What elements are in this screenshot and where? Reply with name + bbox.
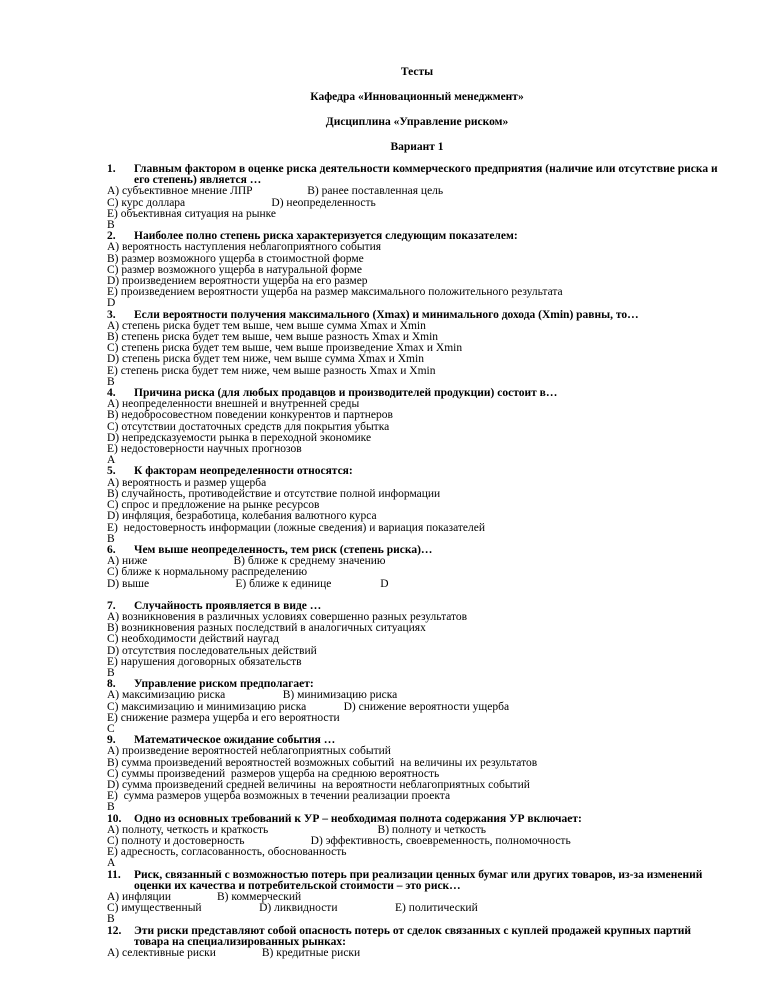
answer-option: B) возникновения разных последствий в аналогичных ситуациях	[107, 622, 426, 635]
answer-option: A) вероятность наступления неблагоприятного события	[107, 241, 382, 254]
answer-option: D) инфляция, безработица, колебания валютного курса	[107, 510, 377, 523]
correct-answer: B	[107, 913, 115, 926]
answer-option: C) ближе к нормальному распределению	[107, 566, 308, 579]
question-number: 6.	[107, 543, 116, 556]
question-title	[107, 545, 727, 556]
answer-option: A) возникновения в различных условиях совершенно разных результатов	[107, 610, 468, 623]
discipline-heading: Дисциплина «Управление риском»	[325, 116, 509, 128]
answer-option: C) необходимости действий наугад	[107, 633, 279, 646]
question-8	[107, 679, 727, 735]
question-number: 10.	[107, 812, 122, 825]
question-number: 7.	[107, 599, 116, 612]
answer-option: C) максимизацию и минимизацию риска D) снижение вероятности ущерба	[107, 700, 510, 713]
question-text: Риск, связанный с возможностью потерь при реализации ценных бумаг или других товаров, из-за изменений оценки их качества и потребительской стоимости – это риск…	[134, 868, 703, 892]
question-number: 4.	[107, 387, 116, 400]
answer-option: A) субъективное мнение ЛПР B) ранее поставленная цель	[107, 185, 444, 198]
question-text: Чем выше неопределенность, тем риск (степень риска)…	[134, 543, 433, 556]
answer-option: C) размер возможного ущерба в натуральной форме	[107, 263, 362, 276]
answer-option: D) сумма произведений средней величины на вероятности неблагоприятных событий	[107, 778, 530, 791]
question-number: 9.	[107, 734, 116, 747]
question-number: 2.	[107, 230, 116, 243]
answer-option: A) вероятность и размер ущерба	[107, 476, 267, 489]
question-title	[107, 310, 727, 321]
question-3	[107, 310, 727, 388]
correct-answer: A	[107, 857, 116, 870]
question-title	[107, 814, 727, 825]
answer-option: B) сумма произведений вероятностей возможных событий на величины их результатов	[107, 756, 538, 769]
question-9	[107, 735, 727, 813]
question-text: Эти риски представляют собой опасность потерь от сделок связанных с куплей продажей крупных партий товара на специализированных рынках:	[134, 924, 692, 948]
answer-option: C) суммы произведений размеров ущерба на среднюю вероятность	[107, 767, 440, 780]
question-text: Главным фактором в оценке риска деятельности коммерческого предприятия (наличие или отсутствие риска и его степень) является …	[134, 163, 718, 187]
question-12	[107, 926, 727, 960]
question-4	[107, 388, 727, 466]
answer-option: C) имущественный D) ликвидности E) политический	[107, 902, 478, 915]
answer-option: E) адресность, согласованность, обоснованность	[107, 846, 347, 859]
question-number: 1.	[107, 163, 116, 175]
question-number: 11.	[107, 868, 121, 881]
answer-option: C) курс доллара D) неопределенность	[107, 196, 376, 209]
correct-answer: C	[107, 722, 115, 735]
answer-option: A) степень риска будет тем выше, чем выше сумма Xmax и Xmin	[107, 319, 426, 332]
answer-option: A) максимизацию риска B) минимизацию риска	[107, 689, 398, 702]
correct-answer: B	[107, 801, 115, 814]
question-text: Наиболее полно степень риска характеризуется следующим показателем:	[134, 230, 518, 243]
answer-option: E) нарушения договорных обязательств	[107, 655, 302, 668]
answer-option: C) спрос и предложение на рынке ресурсов	[107, 499, 320, 512]
answer-option: C) полноту и достоверность D) эффективность, своевременность, полномочность	[107, 834, 571, 847]
question-2	[107, 231, 727, 309]
question-title	[107, 466, 727, 477]
question-text: К факторам неопределенности относятся:	[134, 465, 353, 478]
question-title	[107, 164, 727, 186]
doc-title: Тесты	[400, 66, 434, 78]
answer-option: E) снижение размера ущерба и его вероятности	[107, 711, 340, 724]
question-title	[107, 601, 727, 612]
question-title	[107, 926, 727, 948]
correct-answer: B	[107, 532, 115, 545]
question-title	[107, 388, 727, 399]
question-5	[107, 466, 727, 544]
question-text: Математическое ожидание события …	[134, 734, 336, 747]
question-title	[107, 735, 727, 746]
question-title	[107, 679, 727, 690]
answer-option: D) произведением вероятности ущерба на его размер	[107, 275, 368, 288]
answer-option: B) недобросовестном поведении конкурентов и партнеров	[107, 409, 393, 422]
question-title	[107, 231, 727, 242]
question-11	[107, 870, 727, 926]
correct-answer: A	[107, 454, 116, 467]
answer-option: C) степень риска будет тем выше, чем выше произведение Xmax и Xmin	[107, 342, 463, 355]
answer-option: A) ниже B) ближе к среднему значению	[107, 555, 386, 568]
question-number: 8.	[107, 678, 116, 691]
answer-option: E) произведением вероятности ущерба на размер максимального положительного результата	[107, 286, 563, 299]
answer-option: E) недостоверность информации (ложные сведения) и вариация показателей	[107, 521, 486, 534]
answer-option: E) степень риска будет тем ниже, чем выше разность Xmax и Xmin	[107, 364, 436, 377]
answer-option: A) произведение вероятностей неблагоприятных событий	[107, 745, 391, 758]
answer-option: B) размер возможного ущерба в стоимостной форме	[107, 252, 364, 265]
answer-option: A) полноту, четкость и краткость B) полноту и четкость	[107, 823, 487, 836]
answer-option: B) степень риска будет тем выше, чем выше разность Xmax и Xmin	[107, 331, 439, 344]
question-10	[107, 814, 727, 870]
question-1	[107, 164, 727, 231]
question-text: Одно из основных требований к УР – необходимая полнота содержания УР включает:	[134, 812, 582, 825]
answer-option: C) отсутствии достаточных средств для покрытия убытка	[107, 420, 390, 433]
answer-option: E) объективная ситуация на рынке	[107, 207, 277, 220]
question-number: 5.	[107, 465, 116, 478]
correct-answer: B	[107, 666, 115, 679]
answer-option: D) степень риска будет тем ниже, чем выше сумма Xmax и Xmin	[107, 353, 424, 366]
question-text: Случайность проявляется в виде …	[134, 599, 322, 612]
question-6	[107, 545, 727, 601]
correct-answer: D	[107, 297, 116, 310]
answer-option: A) селективные риски B) кредитные риски	[107, 947, 361, 960]
document-page	[107, 60, 727, 959]
answer-option: A) инфляции B) коммерческий	[107, 891, 302, 903]
question-number: 12.	[107, 924, 122, 937]
question-text: Если вероятности получения максимального (Xmax) и минимального дохода (Xmin) равны, то…	[134, 308, 639, 321]
question-text: Причина риска (для любых продавцов и производителей продукции) состоит в…	[134, 387, 558, 400]
answer-option: D) отсутствия последовательных действий	[107, 644, 317, 657]
question-list	[107, 164, 727, 959]
answer-option: D) выше E) ближе к единице D	[107, 577, 389, 590]
department-heading: Кафедра «Инновационный менеджмент»	[310, 91, 524, 103]
correct-answer: B	[107, 375, 115, 388]
answer-option: E) недостоверности научных прогнозов	[107, 443, 302, 456]
variant-heading: Вариант 1	[390, 141, 444, 153]
answer-option: E) сумма размеров ущерба возможных в течении реализации проекта	[107, 790, 451, 803]
answer-option: A) неопределенности внешней и внутренней среды	[107, 398, 360, 411]
question-7	[107, 601, 727, 679]
correct-answer: B	[107, 219, 115, 232]
answer-option: B) случайность, противодействие и отсутствие полной информации	[107, 487, 441, 500]
question-text: Управление риском предполагает:	[134, 678, 314, 691]
answer-option: D) непредсказуемости рынка в переходной экономике	[107, 431, 372, 444]
question-title	[107, 870, 727, 892]
question-number: 3.	[107, 308, 116, 321]
